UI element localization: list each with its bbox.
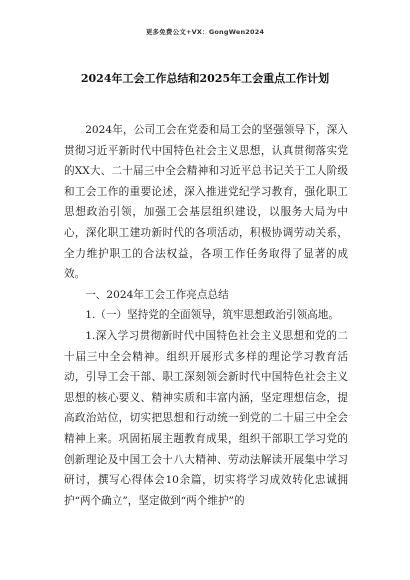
- header-note: 更多免费公文+VX：GongWen2024: [145, 28, 265, 36]
- document-body: [64, 120, 348, 511]
- document-title: 2024年工会工作总结和2025年工会重点工作计划: [80, 72, 330, 85]
- intro-paragraph: 2024年，公司工会在党委和局工会的坚强领导下，深入贯彻习近平新时代中国特色社会主义思想，认真贯彻落实党的XX大、二十届三中全会精神和习近平总书记关于工人阶级和工会工作的重要论述，深入推进党纪学习教育，强化职工思想政治引领，加强工会基层组织建设，以服务大局为中心，深化职工建功新时代的各项活动，积极协调劳动关系，全力维护职工的合法权益，各项工作任务取得了显著的成效。: [64, 124, 348, 281]
- subsection-heading: 1.（一）坚持党的全面领导，筑牢思想政治引领高地。: [85, 309, 339, 322]
- section-heading: 一、2024年工会工作亮点总结: [85, 288, 229, 301]
- body-paragraph: 1.深入学习贯彻新时代中国特色社会主义思想和党的二十届三中全会精神。组织开展形式多样的理论学习教育活动，引导工会干部、职工深刻领会新时代中国特色社会主义思想的核心要义、精神实质和丰富内涵，坚定理想信念，提高政治站位，切实把思想和行动统一到党的二十届三中全会精神上来。巩固拓展主题教育成果，组织干部职工学习党的创新理论及中国工会十八大精神、劳动法解读开展集中学习研讨，撰写心得体会10余篇，切实将学习成效转化忠诚拥护“两个确立”，坚定做到“两个维护”的: [64, 329, 348, 507]
